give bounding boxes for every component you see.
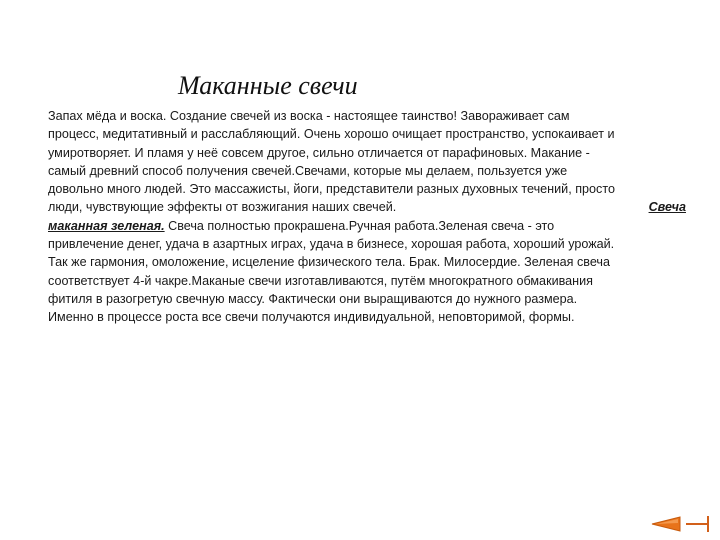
- body-line-9: Так же гармония, омоложение, исцеление физического тела. Брак. Милосердие. Зеленая свеча: [48, 255, 610, 270]
- heading-candle-word: Свеча: [648, 200, 686, 215]
- body-line-10: соответствует 4-й чакре.Маканые свечи изготавливаются, путём многократного обмакивания: [48, 273, 593, 288]
- body-line-3: умиротворяет. И пламя у неё совсем другое, сильно отличается от парафиновых. Макание -: [48, 145, 590, 160]
- body-line-11: фитиля в разогретую свечную массу. Фактически они выращиваются до нужного размера.: [48, 291, 578, 306]
- body-line-5: довольно много людей. Это массажисты, йоги, представители разных духовных течений, просто: [48, 182, 615, 197]
- arrow-left-icon[interactable]: [652, 517, 680, 531]
- body-line-2: процесс, медитативный и расслабляющий. Очень хорошо очищает пространство, успокаивает и: [48, 127, 615, 142]
- body-line-1: Запах мёда и воска. Создание свечей из воска - настоящее таинство! Завораживает сам: [48, 109, 570, 123]
- go-to-end-icon[interactable]: [686, 516, 708, 532]
- body-line-8: привлечение денег, удача в азартных играх, удача в бизнесе, хорошая работа, хороший урожай.: [48, 237, 615, 252]
- body-line-7: [48, 217, 686, 235]
- heading-continuation: Свеча полностью прокрашена.Ручная работа.Зеленая свеча - это: [164, 218, 555, 233]
- body-line-12: Именно в процессе роста все свечи получаются индивидуальной, неповторимой, формы.: [48, 310, 575, 325]
- body-line-6-text: люди, чувствующие эффекты от возжигания наших свечей.: [48, 200, 397, 215]
- slide-title: Маканные свечи: [178, 71, 358, 100]
- slide-navigation: [650, 514, 712, 534]
- heading-green-dipped: маканная зеленая.: [48, 218, 165, 233]
- body-line-4: самый древний способ получения свечей.Свечами, которые мы делаем, пользуется уже: [48, 163, 568, 178]
- body-line-6: [48, 198, 686, 216]
- slide-body: [48, 107, 686, 327]
